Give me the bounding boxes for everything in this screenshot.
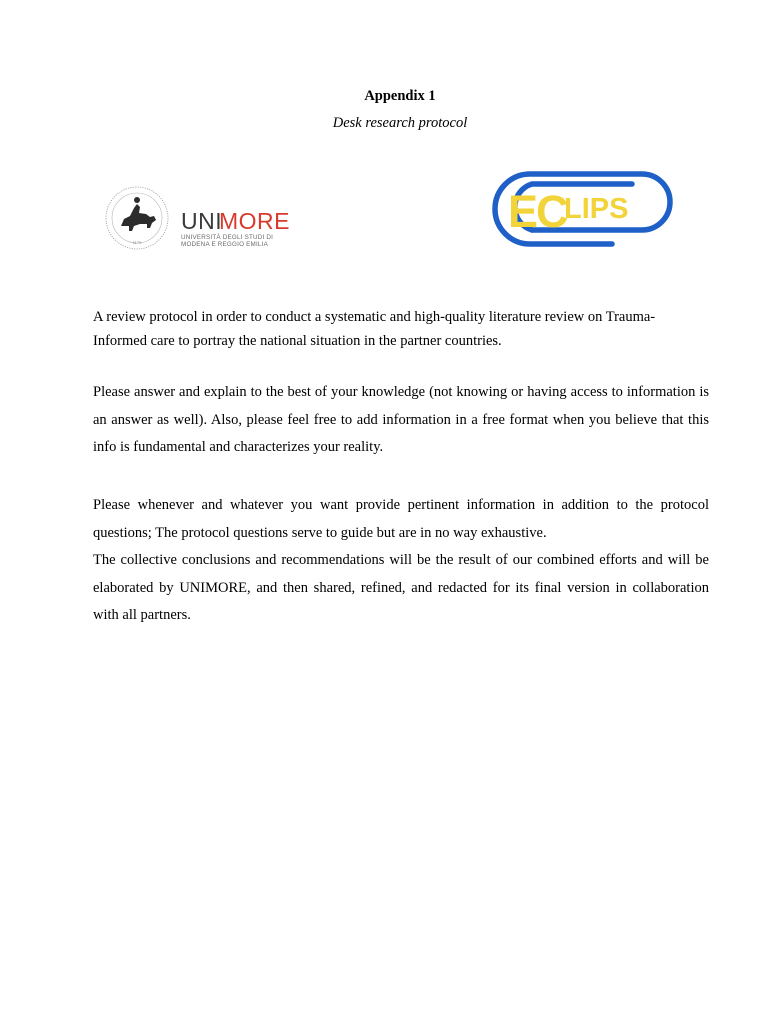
appendix-title: Appendix 1 <box>364 88 436 104</box>
paragraph-intro: A review protocol in order to conduct a systematic and high-quality literature review on Trauma-Informed care to portray the national situation in the partner countries. <box>93 309 656 349</box>
unimore-subtitle-2: MODENA E REGGIO EMILIA <box>181 241 268 248</box>
unimore-seal-icon <box>106 187 168 249</box>
svg-text:UNI: UNI <box>181 208 223 234</box>
paragraph-instructions: Please answer and explain to the best of your knowledge (not knowing or having access to information is an answer as well). Also, please feel free to add information in a free format when you believe that this info is fundamental and characterizes your reality. <box>93 384 709 455</box>
seal-year: 1175 <box>132 240 142 245</box>
svg-text:EC: EC <box>508 186 567 237</box>
svg-text:LIPS: LIPS <box>564 193 629 225</box>
paragraph-conclusions: The collective conclusions and recommendations will be the result of our combined efforts and will be elaborated by UNIMORE, and then shared, refined, and redacted for its final version in collaboration with all partners. <box>93 552 709 623</box>
appendix-subtitle: Desk research protocol <box>332 115 468 131</box>
unimore-subtitle-1: UNIVERSITÀ DEGLI STUDI DI <box>181 234 274 241</box>
unimore-logo <box>104 186 294 250</box>
svg-text:MORE: MORE <box>219 208 290 234</box>
eclips-logo <box>492 166 678 250</box>
paragraph-additional-info: Please whenever and whatever you want provide pertinent information in addition to the protocol questions; The protocol questions serve to guide but are in no way exhaustive. <box>93 497 709 541</box>
